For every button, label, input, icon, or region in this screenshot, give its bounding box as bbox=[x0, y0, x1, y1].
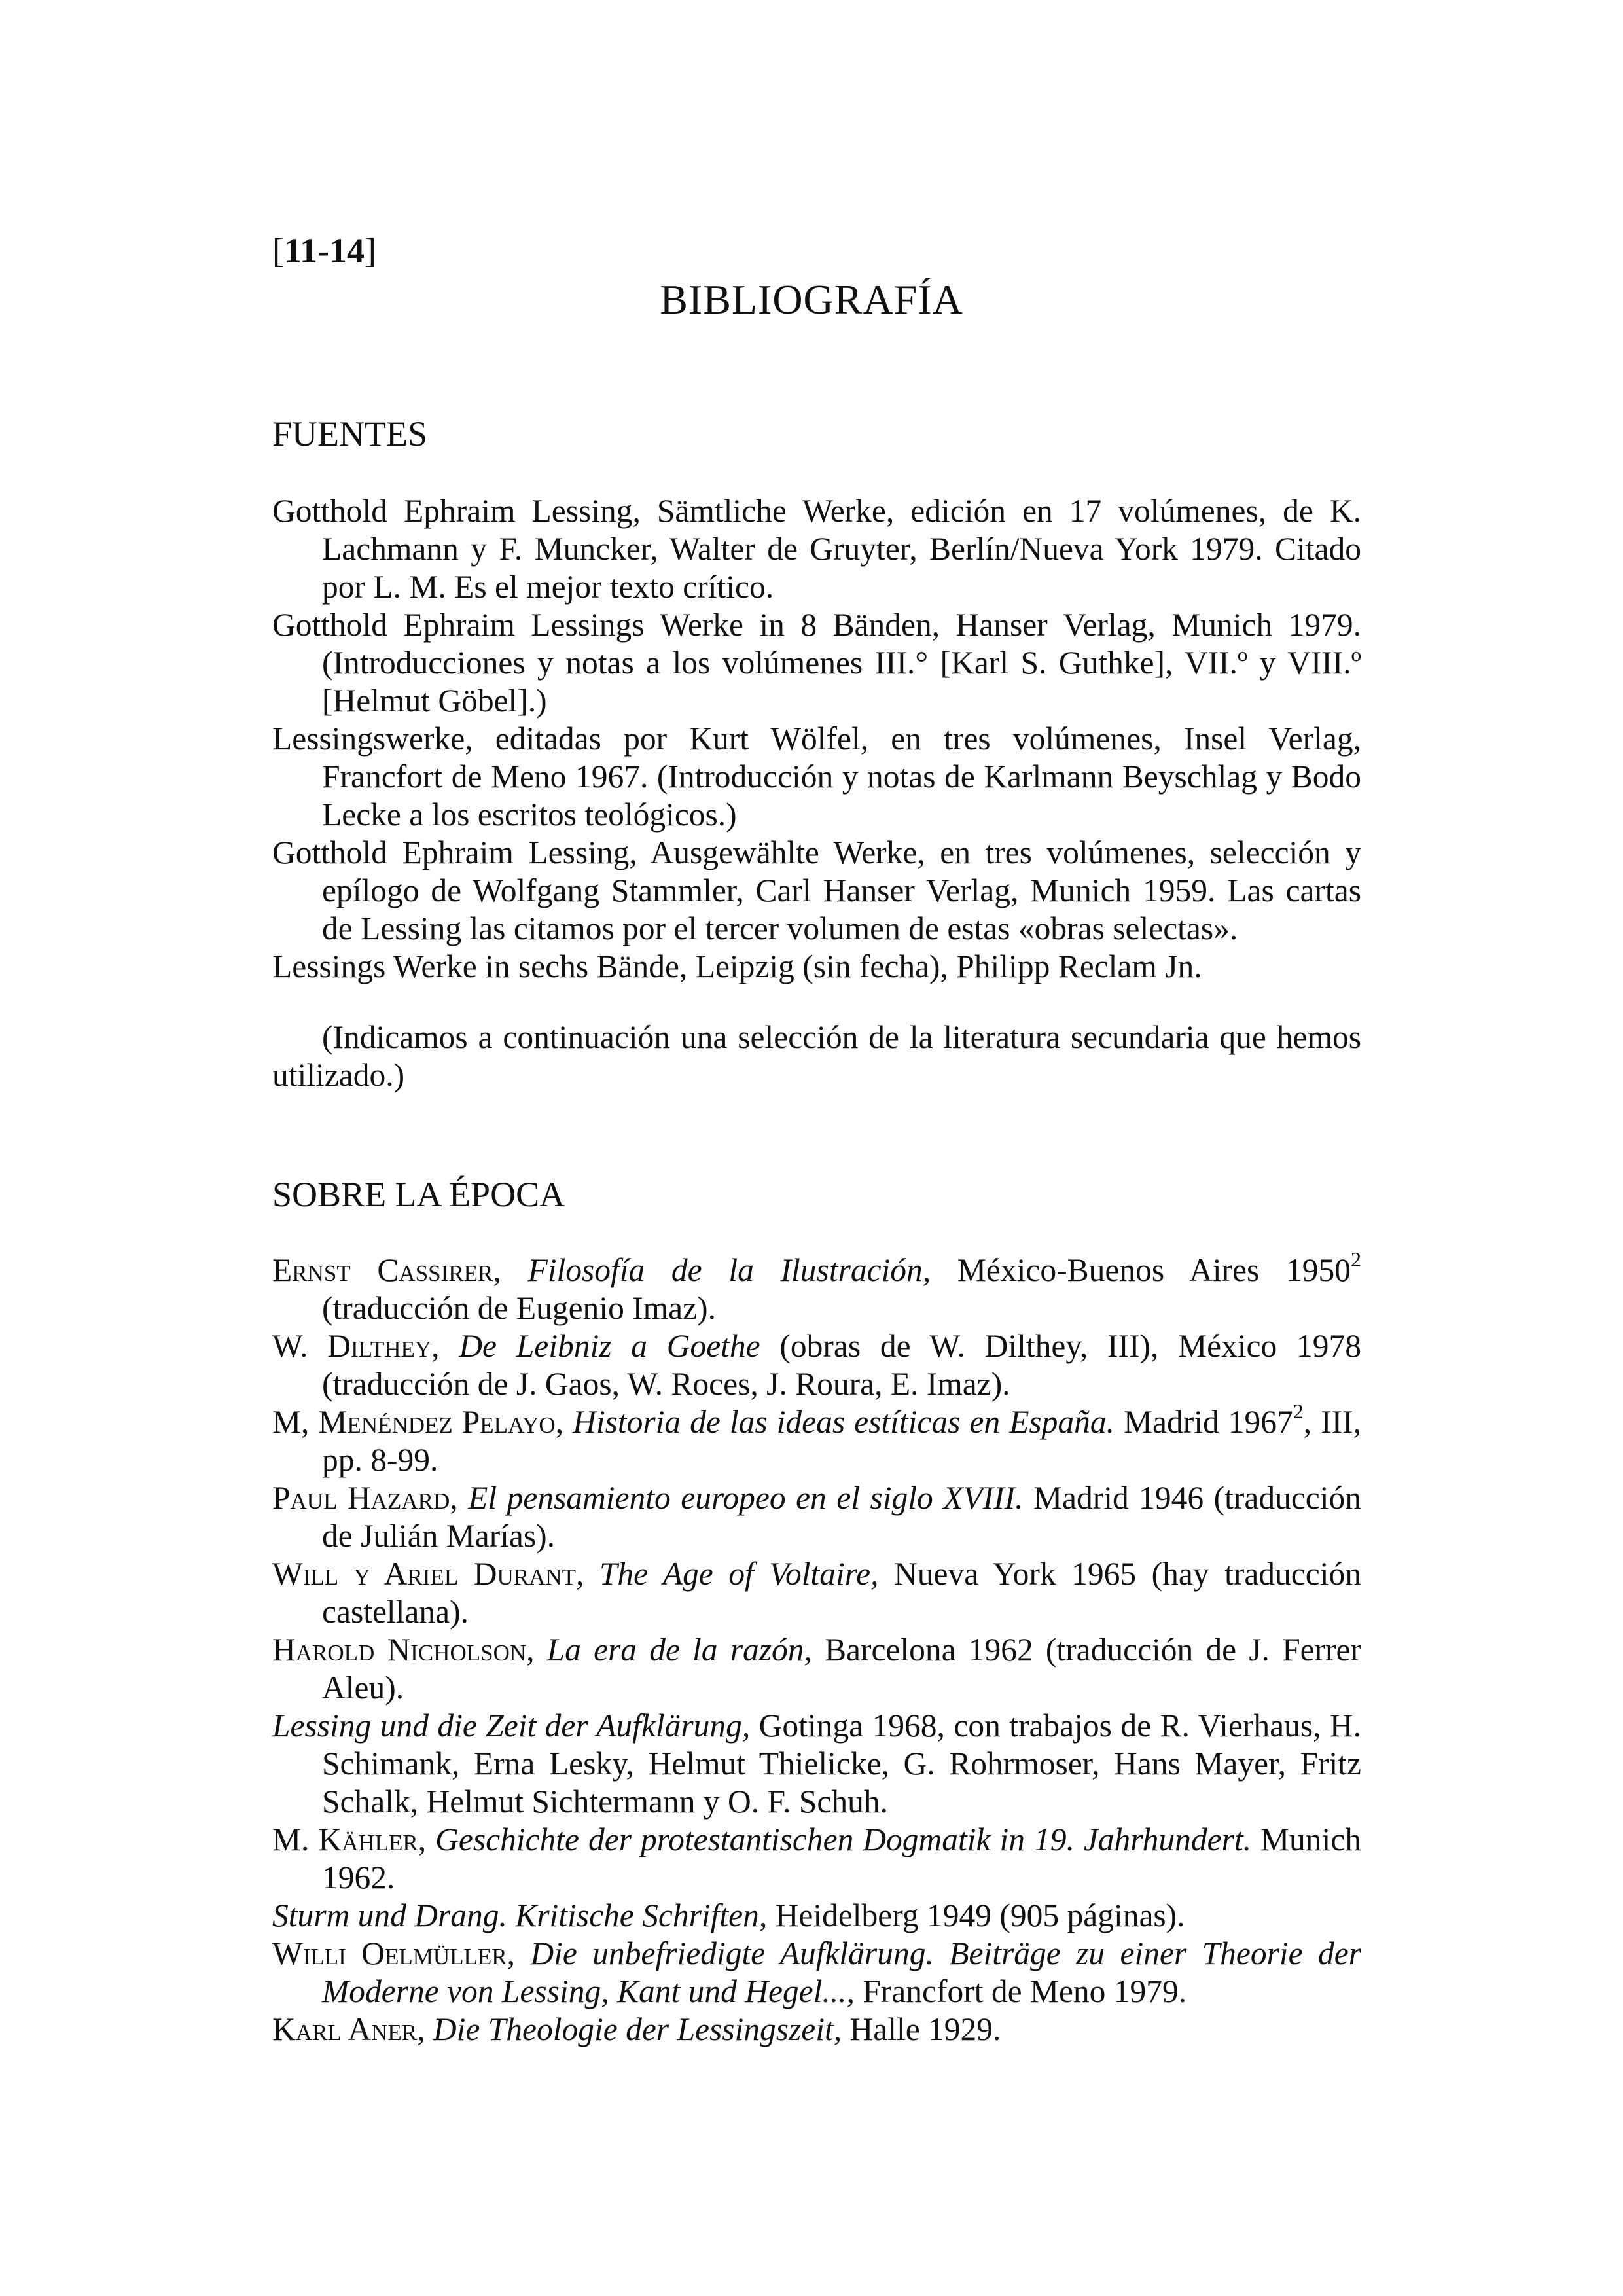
entry-separator: , bbox=[417, 2011, 433, 2047]
page-ref-open: [ bbox=[272, 231, 284, 270]
entry-author: Willi Oelmüller bbox=[272, 1935, 507, 1971]
epoch-entry bbox=[272, 1327, 1361, 1403]
page-ref-range: 11-14 bbox=[283, 231, 365, 270]
epoch-entry bbox=[272, 1555, 1361, 1631]
entry-author: M. Kähler bbox=[272, 1821, 418, 1857]
entry-author: M, Menéndez Pelayo bbox=[272, 1404, 556, 1440]
entry-edition-superscript: 2 bbox=[1351, 1247, 1361, 1271]
entry-details: Gotinga 1968, con trabajos de R. Vierhaus, H. Schimank, Erna Lesky, Helmut Thielicke, G. Rohrmoser, Hans Mayer, Fritz Schalk, Helmut Sichtermann y O. F. Schuh. bbox=[322, 1708, 1361, 1820]
entry-details: Halle 1929. bbox=[842, 2011, 1001, 2047]
epoch-entry bbox=[272, 1247, 1361, 1327]
entry-separator: , bbox=[431, 1328, 459, 1364]
source-entry: Gotthold Ephraim Lessing, Sämtliche Werke, edición en 17 volúmenes, de K. Lachmann y F. Muncker, Walter de Gruyter, Berlín/Nueva York 1979. Citado por L. M. Es el mejor texto crítico. bbox=[272, 493, 1361, 605]
entry-details: Nueva York 1965 (hay traducción castellana). bbox=[322, 1556, 1362, 1630]
page-reference bbox=[272, 228, 376, 274]
entry-work-title: Die unbefriedigte Aufklärung. Beiträge zu einer Theorie der Moderne von Lessing, Kant und Hegel..., bbox=[322, 1935, 1362, 2009]
entry-author: Harold Nicholson bbox=[272, 1632, 527, 1668]
entry-author: Ernst Cassirer bbox=[272, 1252, 493, 1288]
section-heading-fuentes: FUENTES bbox=[272, 414, 428, 454]
entry-work-title: Lessing und die Zeit der Aufklärung, bbox=[272, 1708, 751, 1744]
source-entry: Gotthold Ephraim Lessings Werke in 8 Bänden, Hanser Verlag, Munich 1979. (Introducciones y notas a los volúmenes III.° [Karl S. Guthke], VII.º y VIII.º [Helmut Göbel].) bbox=[272, 607, 1361, 719]
section-heading-epoca: SOBRE LA ÉPOCA bbox=[272, 1175, 565, 1214]
page-ref-close: ] bbox=[365, 231, 376, 270]
entry-details: Madrid 1946 (traducción de Julián Marías). bbox=[322, 1480, 1362, 1554]
source-entry: Gotthold Ephraim Lessing, Ausgewählte Werke, en tres volúmenes, selección y epílogo de Wolfgang Stammler, Carl Hanser Verlag, Munich 1959. Las cartas de Lessing las citamos por el tercer volumen de estas «obras selectas». bbox=[272, 834, 1361, 946]
entry-separator: , bbox=[507, 1935, 531, 1971]
entry-details: Barcelona 1962 (traducción de J. Ferrer Aleu). bbox=[322, 1632, 1361, 1706]
entry-details: México-Buenos Aires 1950 bbox=[931, 1252, 1351, 1288]
epoch-entry bbox=[272, 1631, 1361, 1707]
epoch-entry bbox=[272, 1479, 1361, 1555]
entry-separator: , bbox=[526, 1632, 547, 1668]
epoch-entry bbox=[272, 1897, 1361, 1935]
epoch-entry bbox=[272, 1707, 1361, 1821]
entry-work-title: Sturm und Drang. Kritische Schriften, bbox=[272, 1897, 768, 1933]
entry-details: Francfort de Meno 1979. bbox=[854, 1973, 1187, 2009]
source-entry: Lessings Werke in sechs Bände, Leipzig (sin fecha), Philipp Reclam Jn. bbox=[272, 948, 1202, 984]
entry-work-title: Filosofía de la Ilustración, bbox=[527, 1252, 931, 1288]
entry-author: Will y Ariel Durant bbox=[272, 1556, 576, 1592]
entry-work-title: El pensamiento europeo en el siglo XVIII. bbox=[468, 1480, 1024, 1516]
epoch-entry bbox=[272, 2011, 1361, 2049]
epoch-entry bbox=[272, 1935, 1361, 2011]
entry-author: Karl Aner bbox=[272, 2011, 418, 2047]
entry-details: Heidelberg 1949 (905 páginas). bbox=[767, 1897, 1185, 1933]
entry-separator: , bbox=[493, 1252, 528, 1288]
entry-work-title: Die Theologie der Lessingszeit, bbox=[433, 2011, 842, 2047]
entry-work-title: The Age of Voltaire, bbox=[599, 1556, 879, 1592]
epoch-entry bbox=[272, 1399, 1361, 1479]
epoch-entry bbox=[272, 1821, 1361, 1897]
entry-author: Paul Hazard bbox=[272, 1480, 450, 1516]
entry-details: Madrid 1967 bbox=[1115, 1404, 1293, 1440]
entry-edition-superscript: 2 bbox=[1293, 1399, 1304, 1423]
entry-details-cont: (traducción de Eugenio Imaz). bbox=[322, 1290, 716, 1326]
entry-separator: , bbox=[418, 1821, 436, 1857]
entry-work-title: La era de la razón, bbox=[546, 1632, 812, 1668]
entry-work-title: Geschichte der protestantischen Dogmatik in 19. Jahrhundert. bbox=[435, 1821, 1252, 1857]
entry-details-cont: , III, pp. 8-99. bbox=[322, 1404, 1361, 1478]
entry-work-title: Historia de las ideas estíticas en España. bbox=[573, 1404, 1115, 1440]
sources-list bbox=[272, 492, 1361, 986]
epoch-list bbox=[272, 1247, 1362, 2049]
entry-details: Munich 1962. bbox=[322, 1821, 1361, 1895]
source-entry: Lessingswerke, editadas por Kurt Wölfel, en tres volúmenes, Insel Verlag, Francfort de Meno 1967. (Introducción y notas de Karlmann Beyschlag y Bodo Lecke a los escritos teológicos.) bbox=[272, 721, 1361, 833]
entry-details: (obras de W. Dilthey, III), México 1978 (traducción de J. Gaos, W. Roces, J. Roura, E. Imaz). bbox=[322, 1328, 1362, 1402]
entry-work-title: De Leibniz a Goethe bbox=[459, 1328, 760, 1364]
page-title: BIBLIOGRAFÍA bbox=[660, 276, 963, 323]
entry-author: W. Dilthey bbox=[272, 1328, 432, 1364]
secondary-literature-note: (Indicamos a continuación una selección de la literatura secundaria que hemos utilizado.) bbox=[272, 1019, 1361, 1093]
entry-separator: , bbox=[576, 1556, 599, 1592]
entry-separator: , bbox=[555, 1404, 573, 1440]
entry-separator: , bbox=[450, 1480, 469, 1516]
